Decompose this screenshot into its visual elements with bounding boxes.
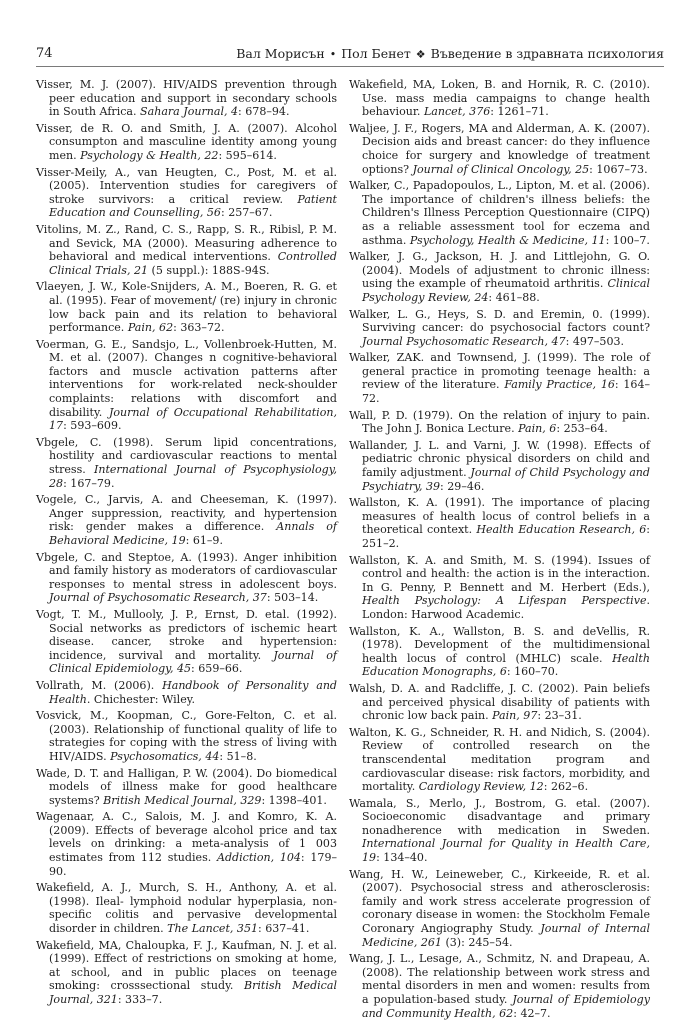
reference-entry: Walker, C., Papadopoulos, L., Lipton, M. et al. (2006). The importance of children's illness beliefs: the Children's Illness Perception Questionnaire (CIPQ) as a reliable assessment tool for eczema and asthma. Psychology, Health & Medicine, 11: 100–7.	[349, 179, 650, 247]
reference-entry: Walton, K. G., Schneider, R. H. and Nidich, S. (2004). Review of controlled research on the transcendental meditation program and cardiovascular disease: risk factors, morbidity, and mortality. Cardiology Review, 12: 262–6.	[349, 725, 650, 794]
references-left-column	[36, 78, 337, 1010]
reference-entry: Wall, P. D. (1979). On the relation of injury to pain. The John J. Bonica Lecture. Pain, 6: 253–64.	[349, 408, 650, 436]
header-book-title: Въведение в здравната психология	[430, 46, 664, 61]
header-rule	[36, 66, 664, 67]
reference-entry: Visser, de R. O. and Smith, J. A. (2007). Alcohol consumpton and masculine identity among young men. Psychology & Health, 22: 595–614.	[36, 121, 337, 162]
reference-entry: Vitolins, M. Z., Rand, C. S., Rapp, S. R., Ribisl, P. M. and Sevick, MA (2000). Measuring adherence to behavioral and medical interventions. Controlled Clinical Trials, 21 (5 suppl.): 188S-94S.	[36, 222, 337, 277]
header-coauthor: Пол Бенет	[341, 46, 411, 61]
reference-entry: Walker, J. G., Jackson, H. J. and Littlejohn, G. O. (2004). Models of adjustment to chronic illness: using the example of rheumatoid arthritis. Clinical Psychology Review, 24: 461–88.	[349, 250, 650, 304]
reference-entry: Wade, D. T. and Halligan, P. W. (2004). Do biomedical models of illness make for good healthcare systems? British Medical Journal, 329: 1398–401.	[36, 766, 337, 807]
reference-entry: Wallston, K. A. and Smith, M. S. (1994). Issues of control and health: the action is in the interaction. In G. Penny, P. Bennett and M. Herbert (Eds.), Health Psychology: A Lifespan Perspective. London: Harwood Academic.	[349, 553, 650, 621]
reference-entry: Wallander, J. L. and Varni, J. W. (1998). Effects of pediatric chronic physical disorders on child and family adjustment. Journal of Child Psychology and Psychiatry, 39: 29–46.	[349, 438, 650, 493]
reference-entry: Wamala, S., Merlo, J., Bostrom, G. etal. (2007). Socioeconomic disadvantage and primary nonadherence with medication in Sweden. International Journal for Quality in Health Care, 19: 134–40.	[349, 796, 650, 865]
reference-entry: Walsh, D. A. and Radcliffe, J. C. (2002). Pain beliefs and perceived physical disability of patients with chronic low back pain. Pain, 97: 23–31.	[349, 681, 650, 723]
reference-entry: Wakefield, MA, Loken, B. and Hornik, R. C. (2010). Use. mass media campaigns to change health behaviour. Lancet, 376: 1261–71.	[349, 78, 650, 119]
reference-entry: Visser-Meily, A., van Heugten, C., Post, M. et al. (2005). Intervention studies for caregivers of stroke survivors: a critical review. Patient Education and Counselling, 56: 257–67.	[36, 165, 337, 220]
reference-entry: Vogele, C., Jarvis, A. and Cheeseman, K. (1997). Anger suppression, reactivity, and hypertension risk: gender makes a difference. Annals of Behavioral Medicine, 19: 61–9.	[36, 493, 338, 547]
page-number: 74	[36, 46, 53, 61]
reference-entry: Waljee, J. F., Rogers, MA and Alderman, A. K. (2007). Decision aids and breast cancer: do they influence choice for surgery and knowledge of treatment options? Journal of Clinical Oncology, 25: 1067–73.	[349, 121, 650, 176]
reference-entry: Wang, J. L., Lesage, A., Schmitz, N. and Drapeau, A. (2008). The relationship between work stress and mental disorders in men and women: results from a population-based study. Journal of Epidemiology and Community Health, 62: 42–7.	[349, 952, 650, 1020]
reference-entry: Vogt, T. M., Mullooly, J. P., Ernst, D. etal. (1992). Social networks as predictors of ischemic heart disease. cancer, stroke and hypertension: incidence, survival and mortality. Journal of Clinical Epidemiology, 45: 659–66.	[36, 607, 337, 676]
reference-entry: Vbgele, C. and Steptoe, A. (1993). Anger inhibition and family history as moderators of cardiovascular responses to mental stress in adolescent boys. Journal of Psychosomatic Research, 37: 503–14.	[36, 550, 337, 605]
reference-entry: Vlaeyen, J. W., Kole-Snijders, A. M., Boeren, R. G. et al. (1995). Fear of movement/ (re) injury in chronic low back pain and its relation to behavioral performance. Pain, 62: 363–72.	[36, 280, 337, 335]
reference-entry: Vollrath, M. (2006). Handbook of Personality and Health. Chichester: Wiley.	[36, 678, 338, 706]
reference-entry: Visser, M. J. (2007). HIV/AIDS prevention through peer education and support in secondary schools in South Africa. Sahara Journal, 4: 678–94.	[36, 78, 337, 119]
reference-entry: Vbgele, C. (1998). Serum lipid concentrations, hostility and cardiovascular reactions to mental stress. International Journal of Psycophysiology, 28: 167–79.	[36, 435, 337, 490]
header-authors: Вал Морисън	[236, 46, 325, 61]
reference-entry: Wang, H. W., Leineweber, C., Kirkeeide, R. et al. (2007). Psychosocial stress and atherosclerosis: family and work stress accelerate progression of coronary disease in women: the Stockholm Female Coronary Angiography Study. Journal of Internal Medicine, 261 (3): 245–54.	[349, 867, 650, 949]
reference-entry: Walker, ZAK. and Townsend, J. (1999). The role of general practice in promoting teenage health: a review of the literature. Family Practice, 16: 164–72.	[349, 351, 651, 406]
reference-entry: Wagenaar, A. C., Salois, M. J. and Komro, K. A. (2009). Effects of beverage alcohol price and tax levels on drinking: a meta-analysis of 1 003 estimates from 112 studies. Addiction, 104: 179–90.	[36, 810, 337, 878]
reference-entry: Wakefield, A. J., Murch, S. H., Anthony, A. et al. (1998). Ileal- lymphoid nodular hyperplasia, non-specific colitis and pervasive developmental disorder in children. The Lancet, 351: 637–41.	[36, 881, 337, 936]
reference-entry: Wallston, K. A. (1991). The importance of placing measures of health locus of control beliefs in a theoretical context. Health Education Research, 6: 251–2.	[349, 496, 650, 550]
reference-entry: Walker, L. G., Heys, S. D. and Eremin, 0. (1999). Surviving cancer: do psychosocial factors count? Journal Psychosomatic Research, 47: 497–503.	[349, 307, 650, 348]
header-separator-ornament: ❖	[415, 48, 426, 61]
reference-entry: Vosvick, M., Koopman, C., Gore-Felton, C. et al. (2003). Relationship of functional quality of life to strategies for coping with the stress of living with HIV/AIDS. Psychosomatics, 44: 51–8.	[36, 709, 337, 763]
header-title	[236, 46, 664, 61]
reference-entry: Wallston, K. A., Wallston, B. S. and deVellis, R. (1978). Development of the multidimensional health locus of control (MHLC) scale. Health Education Monographs, 6: 160–70.	[349, 624, 650, 679]
reference-entry: Voerman, G. E., Sandsjo, L., Vollenbroek-Hutten, M. M. et al. (2007). Changes n cognitive-behavioral factors and muscle activation patterns after interventions for work-related neck-shoulder complaints: relations with discomfort and disability. Journal of Occupational Rehabilitation, 17: 593–609.	[36, 337, 337, 433]
header-separator-dot: •	[329, 48, 337, 61]
running-header	[36, 46, 664, 66]
references-right-column	[349, 78, 650, 1023]
reference-entry: Wakefield, MA, Chaloupka, F. J., Kaufman, N. J. et al. (1999). Effect of restrictions on smoking at home, at school, and in public places on teenage smoking: crosssectional study. British Medical Journal, 321: 333–7.	[36, 938, 337, 1006]
